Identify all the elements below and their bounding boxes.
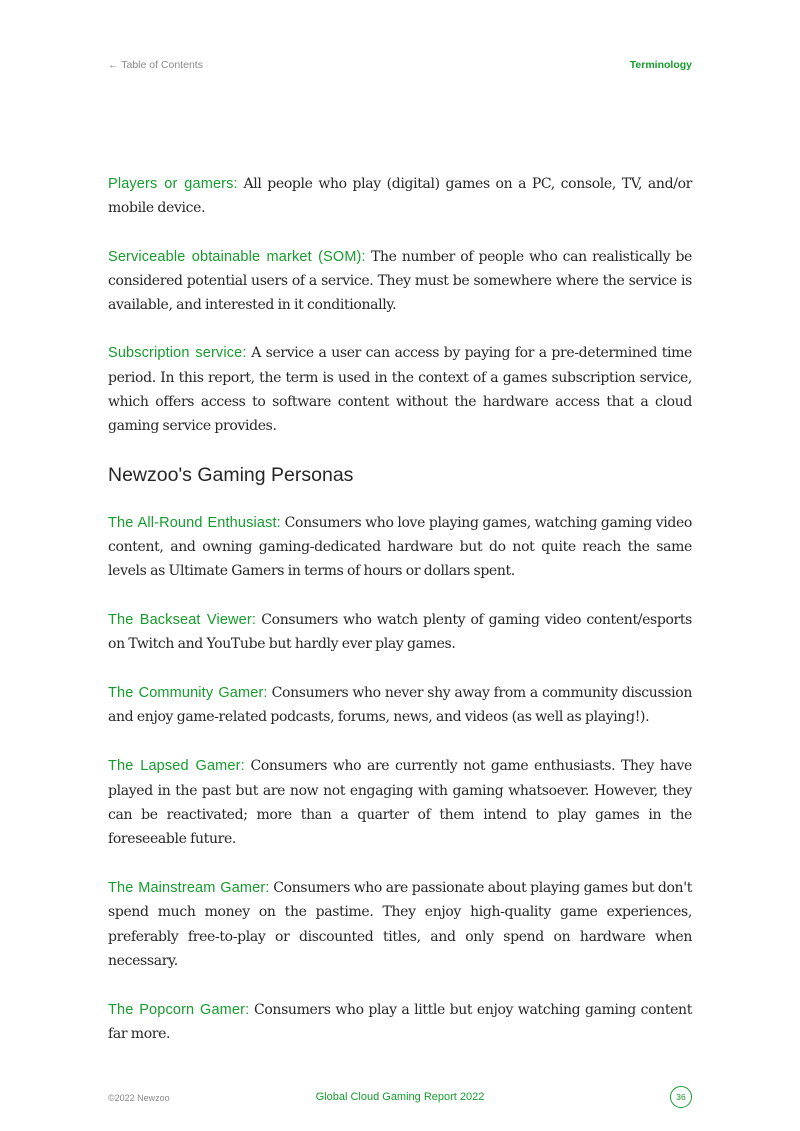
persona-text: Consumers who are currently not game enthusiasts. They have played in the past but are now not engaging with gaming whatsoever. However, they can be reactivated; more than a quarter of them intend to play games in the foreseeable future.	[108, 758, 692, 848]
definition-subscription-service	[108, 341, 692, 438]
definition-text: A service a user can access by paying for a pre-determined time period. In this report, the term is used in the context of a games subscription service, which offers access to software content without the hardware access that a cloud gaming service provides.	[108, 345, 692, 435]
persona-mainstream-gamer	[108, 876, 692, 973]
persona-term: The Popcorn Gamer:	[108, 1001, 250, 1018]
page-header	[108, 59, 692, 75]
persona-term: The Mainstream Gamer:	[108, 879, 270, 896]
report-title: Global Cloud Gaming Report 2022	[315, 1091, 485, 1103]
personas-heading: Newzoo's Gaming Personas	[108, 463, 354, 486]
persona-lapsed-gamer	[108, 754, 692, 851]
page-body	[108, 172, 692, 1046]
persona-term: The Backseat Viewer:	[108, 612, 257, 629]
definition-term: Subscription service:	[108, 345, 247, 362]
definition-text: All people who play (digital) games on a PC, console, TV, and/or mobile device.	[108, 176, 692, 217]
page-footer	[108, 1086, 692, 1110]
definition-som	[108, 245, 692, 318]
persona-all-round-enthusiast	[108, 511, 692, 584]
persona-community-gamer	[108, 681, 692, 730]
persona-popcorn-gamer	[108, 998, 692, 1047]
persona-text: Consumers who are passionate about playing games but don't spend much money on the pastime. They enjoy high-quality game experiences, preferably free-to-play or discounted titles, and only spend on hardware when necessary.	[108, 879, 692, 969]
persona-backseat-viewer	[108, 608, 692, 657]
table-of-contents-link[interactable]: ← Table of Contents	[108, 59, 203, 71]
persona-text: Consumers who play a little but enjoy watching gaming content far more.	[108, 1001, 692, 1042]
section-label: Terminology	[629, 59, 692, 71]
persona-text: Consumers who love playing games, watching gaming video content, and owning gaming-dedicated hardware but do not quite reach the same levels as Ultimate Gamers in terms of hours or dollars spent.	[108, 514, 693, 580]
persona-text: Consumers who never shy away from a community discussion and enjoy game-related podcasts, forums, news, and videos (as well as playing!).	[108, 685, 692, 726]
copyright-notice: ©2022 Newzoo	[108, 1093, 170, 1103]
definition-term: Serviceable obtainable market (SOM):	[108, 248, 366, 265]
persona-term: The Community Gamer:	[108, 685, 268, 702]
definition-term: Players or gamers:	[108, 176, 238, 192]
definition-players	[108, 172, 692, 221]
definition-text: The number of people who can realistically be considered potential users of a service. They must be somewhere where the service is available, and interested in it conditionally.	[108, 248, 692, 314]
page-number-badge: 36	[670, 1086, 692, 1108]
persona-term: The Lapsed Gamer:	[108, 758, 245, 775]
persona-text: Consumers who watch plenty of gaming video content/esports on Twitch and YouTube but hardly ever play games.	[108, 612, 692, 653]
persona-term: The All-Round Enthusiast:	[108, 514, 281, 531]
